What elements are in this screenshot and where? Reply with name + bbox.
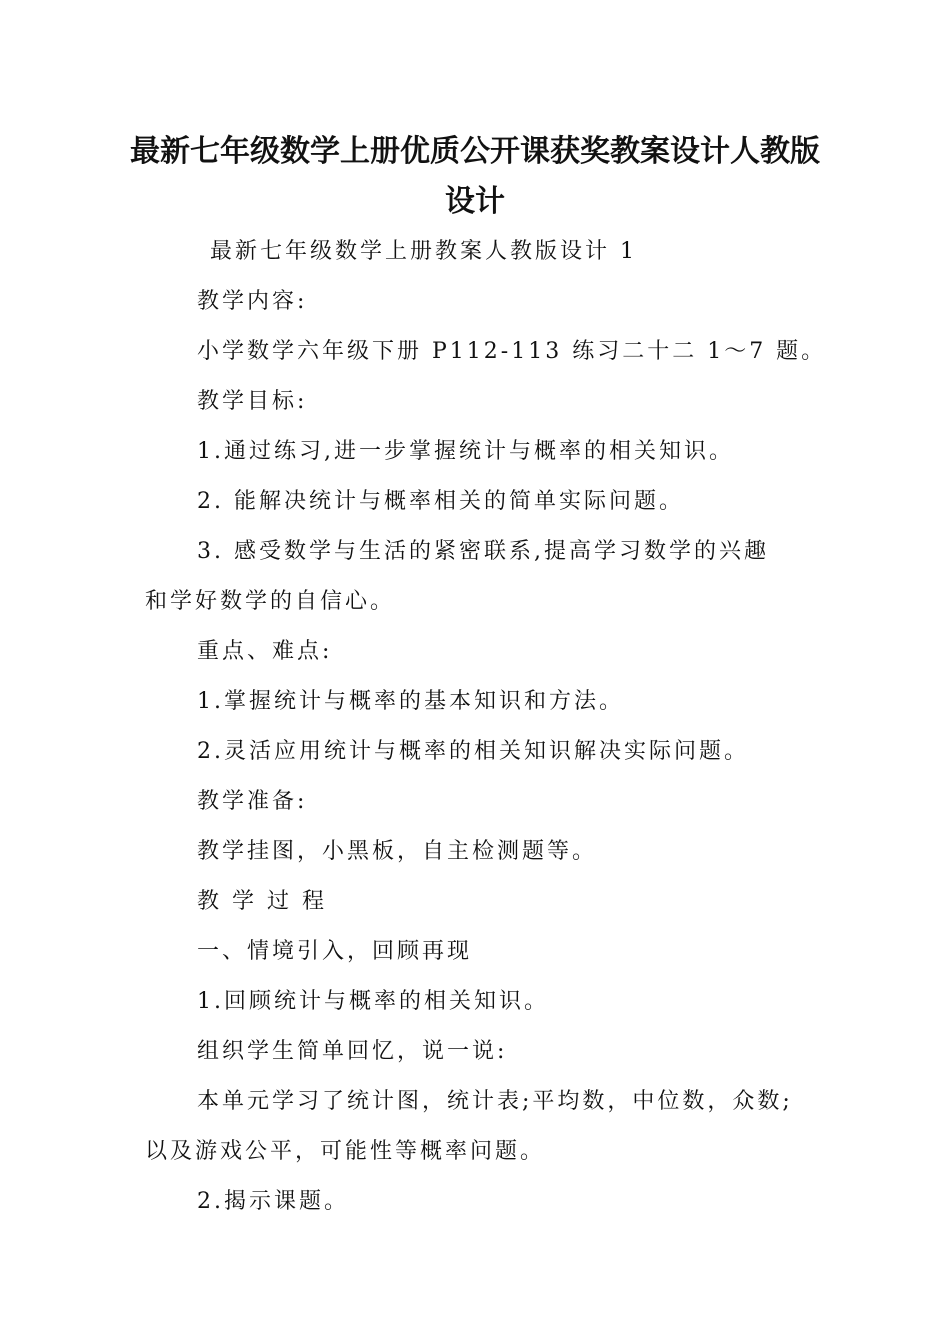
paragraph-unit-summary-continued: 以及游戏公平，可能性等概率问题。: [145, 1139, 546, 1164]
document-title-line-2: 设计: [445, 184, 505, 219]
paragraph-key-point-2: 2.灵活应用统计与概率的相关知识解决实际问题。: [197, 739, 749, 764]
paragraph-organize: 组织学生简单回忆，说一说:: [197, 1039, 508, 1064]
paragraph-preparation: 教学挂图，小黑板，自主检测题等。: [197, 839, 598, 864]
paragraph-reveal-topic: 2.揭示课题。: [197, 1189, 349, 1214]
paragraph-key-point-1: 1.掌握统计与概率的基本知识和方法。: [197, 689, 624, 714]
paragraph-review: 1.回顾统计与概率的相关知识。: [197, 989, 549, 1014]
paragraph-goal-1: 1.通过练习,进一步掌握统计与概率的相关知识。: [197, 439, 734, 464]
paragraph-teaching-goals-heading: 教学目标:: [197, 389, 308, 414]
paragraph-goal-3: 3. 感受数学与生活的紧密联系,提高学习数学的兴趣: [197, 539, 769, 564]
document-title-line-1: 最新七年级数学上册优质公开课获奖教案设计人教版: [130, 134, 820, 169]
paragraph-unit-summary: 本单元学习了统计图，统计表;平均数，中位数，众数;: [197, 1089, 793, 1114]
paragraph-teaching-content-heading: 教学内容:: [197, 289, 308, 314]
paragraph-goal-2: 2. 能解决统计与概率相关的简单实际问题。: [197, 489, 684, 514]
paragraph-process-heading: 教 学 过 程: [197, 889, 327, 914]
paragraph-key-points-heading: 重点、难点:: [197, 639, 333, 664]
paragraph-goal-3-continued: 和学好数学的自信心。: [145, 589, 396, 614]
paragraph-preparation-heading: 教学准备:: [197, 789, 308, 814]
paragraph-teaching-content: 小学数学六年级下册 P112-113 练习二十二 1～7 题。: [197, 339, 827, 364]
paragraph-section-1-heading: 一、情境引入，回顾再现: [197, 939, 473, 964]
document-subtitle: 最新七年级数学上册教案人教版设计 1: [210, 239, 637, 264]
